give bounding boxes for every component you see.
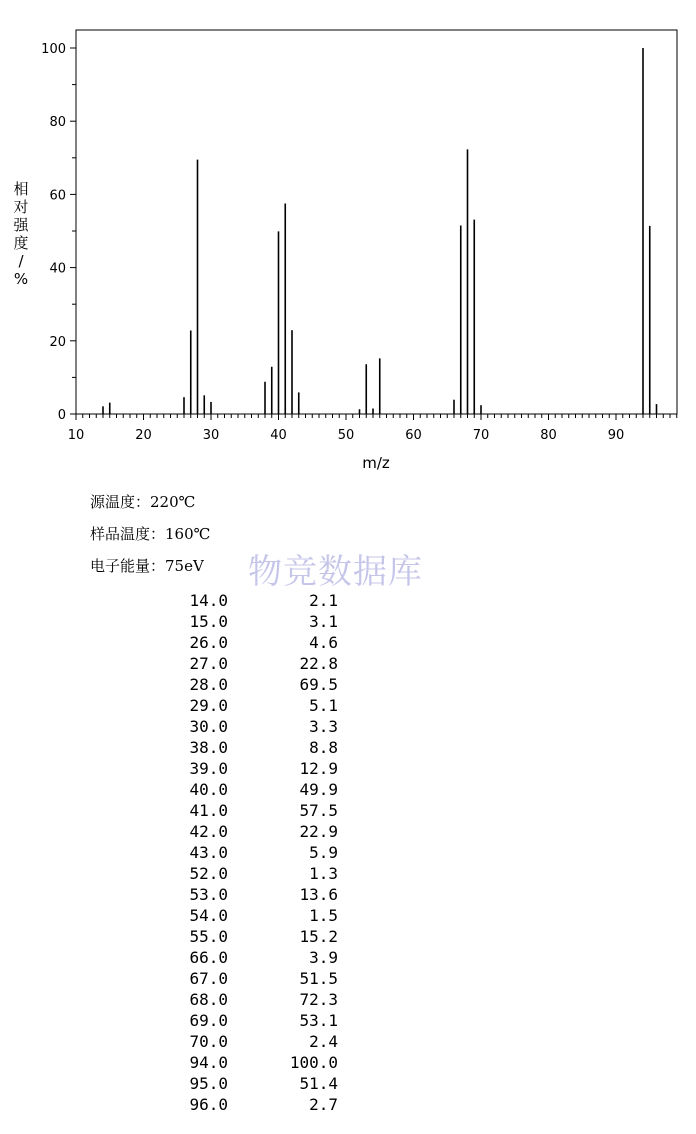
peak-abundance: 2.7 bbox=[309, 1095, 338, 1114]
mass-spectrum-chart bbox=[0, 0, 696, 480]
watermark: 物竞数据库 bbox=[248, 552, 423, 592]
peak-abundance: 13.6 bbox=[299, 885, 338, 904]
peak-row bbox=[140, 1073, 338, 1094]
peak-abundance: 15.2 bbox=[299, 927, 338, 946]
plot-frame bbox=[76, 30, 677, 414]
conditions bbox=[90, 486, 210, 582]
peak-row bbox=[140, 779, 338, 800]
peak-abundance: 5.9 bbox=[309, 843, 338, 862]
peak-mz: 26.0 bbox=[189, 633, 228, 652]
peak-mz: 95.0 bbox=[189, 1074, 228, 1093]
peak-mz: 39.0 bbox=[189, 759, 228, 778]
sample-temperature: 样品温度：160℃ bbox=[90, 525, 211, 543]
peak-row bbox=[140, 737, 338, 758]
peak-mz: 29.0 bbox=[189, 696, 228, 715]
peak-row bbox=[140, 716, 338, 737]
peak-mz: 42.0 bbox=[189, 822, 228, 841]
peak-mz: 66.0 bbox=[189, 948, 228, 967]
x-axis bbox=[68, 414, 677, 443]
peak-row bbox=[140, 821, 338, 842]
peak-row bbox=[140, 989, 338, 1010]
peak-abundance: 22.8 bbox=[299, 654, 338, 673]
peak-abundance: 5.1 bbox=[309, 696, 338, 715]
peak-mz: 55.0 bbox=[189, 927, 228, 946]
peak-abundance: 51.5 bbox=[299, 969, 338, 988]
peak-row bbox=[140, 1031, 338, 1052]
peak-mz: 27.0 bbox=[189, 654, 228, 673]
source-temperature: 源温度：220℃ bbox=[90, 493, 196, 511]
peak-abundance: 2.1 bbox=[309, 591, 338, 610]
x-tick-label: 70 bbox=[472, 428, 490, 443]
peak-abundance: 12.9 bbox=[299, 759, 338, 778]
y-axis bbox=[41, 42, 76, 423]
x-tick-label: 60 bbox=[405, 428, 422, 443]
peak-mz: 94.0 bbox=[189, 1053, 228, 1072]
peak-row bbox=[140, 800, 338, 821]
peak-row bbox=[140, 905, 338, 926]
peak-abundance: 69.5 bbox=[299, 675, 338, 694]
peak-row bbox=[140, 884, 338, 905]
spectrum-bars bbox=[103, 48, 657, 414]
peak-mz: 70.0 bbox=[189, 1032, 228, 1051]
y-tick-label: 100 bbox=[41, 42, 66, 57]
y-axis-label-char: 相 bbox=[13, 180, 29, 198]
x-tick-label: 90 bbox=[607, 428, 625, 443]
peak-row bbox=[140, 674, 338, 695]
peak-row bbox=[140, 947, 338, 968]
x-tick-label: 80 bbox=[540, 428, 557, 443]
y-tick-label: 60 bbox=[49, 188, 66, 204]
peak-mz: 96.0 bbox=[189, 1095, 228, 1114]
x-tick-label: 50 bbox=[337, 428, 355, 443]
peak-mz: 28.0 bbox=[189, 675, 228, 694]
peak-abundance: 1.5 bbox=[309, 906, 338, 925]
y-tick-label: 80 bbox=[49, 115, 66, 131]
peak-row bbox=[140, 863, 338, 884]
peak-abundance: 57.5 bbox=[299, 801, 338, 820]
peak-row bbox=[140, 590, 338, 611]
x-tick-label: 20 bbox=[135, 428, 152, 443]
peak-mz: 54.0 bbox=[189, 906, 228, 925]
peak-abundance: 53.1 bbox=[299, 1011, 338, 1030]
peak-mz: 41.0 bbox=[189, 801, 228, 820]
x-tick-label: 10 bbox=[67, 428, 85, 443]
peak-abundance: 49.9 bbox=[299, 780, 338, 799]
peak-row bbox=[140, 695, 338, 716]
peak-row bbox=[140, 968, 338, 989]
peak-mz: 68.0 bbox=[189, 990, 228, 1009]
y-axis-label-char: 对 bbox=[13, 198, 29, 216]
peak-abundance: 3.1 bbox=[309, 612, 338, 631]
electron-energy: 电子能量：75eV bbox=[90, 557, 204, 575]
peak-mz: 14.0 bbox=[189, 591, 228, 610]
y-axis-label-char: 强 bbox=[13, 216, 29, 234]
y-axis-label-char: % bbox=[13, 270, 29, 288]
y-tick-label: 0 bbox=[57, 408, 66, 423]
peak-row bbox=[140, 758, 338, 779]
peak-mz: 15.0 bbox=[189, 612, 228, 631]
y-axis-label-text bbox=[10, 180, 32, 288]
peak-abundance: 51.4 bbox=[299, 1074, 338, 1093]
peak-row bbox=[140, 1010, 338, 1031]
x-tick-label: 40 bbox=[270, 428, 287, 443]
peak-row bbox=[140, 1052, 338, 1073]
x-tick-label: 30 bbox=[202, 428, 220, 443]
peak-abundance: 72.3 bbox=[299, 990, 338, 1009]
peak-abundance: 3.9 bbox=[309, 948, 338, 967]
peak-abundance: 3.3 bbox=[309, 717, 338, 736]
y-axis-label-char: / bbox=[18, 252, 24, 270]
peak-abundance: 2.4 bbox=[309, 1032, 338, 1051]
peak-row bbox=[140, 926, 338, 947]
peak-row bbox=[140, 653, 338, 674]
peak-mz: 43.0 bbox=[189, 843, 228, 862]
peak-mz: 52.0 bbox=[189, 864, 228, 883]
peak-abundance: 1.3 bbox=[309, 864, 338, 883]
peak-row bbox=[140, 842, 338, 863]
peak-row bbox=[140, 632, 338, 653]
x-axis-label: m/z bbox=[362, 454, 390, 472]
peak-abundance: 100.0 bbox=[289, 1053, 338, 1072]
peak-row bbox=[140, 1094, 338, 1115]
peak-mz: 53.0 bbox=[189, 885, 228, 904]
peak-abundance: 8.8 bbox=[309, 738, 338, 757]
y-tick-label: 40 bbox=[49, 261, 66, 277]
peak-mz: 30.0 bbox=[189, 717, 228, 736]
peak-abundance: 4.6 bbox=[309, 633, 338, 652]
y-axis-label bbox=[10, 180, 32, 288]
peak-mz: 67.0 bbox=[189, 969, 228, 988]
peak-mz: 69.0 bbox=[189, 1011, 228, 1030]
y-axis-label-char: 度 bbox=[13, 234, 29, 252]
peak-abundance: 22.9 bbox=[299, 822, 338, 841]
peak-table bbox=[140, 590, 338, 1115]
peak-mz: 40.0 bbox=[189, 780, 228, 799]
y-tick-label: 20 bbox=[49, 334, 66, 350]
peak-mz: 38.0 bbox=[189, 738, 228, 757]
peak-row bbox=[140, 611, 338, 632]
